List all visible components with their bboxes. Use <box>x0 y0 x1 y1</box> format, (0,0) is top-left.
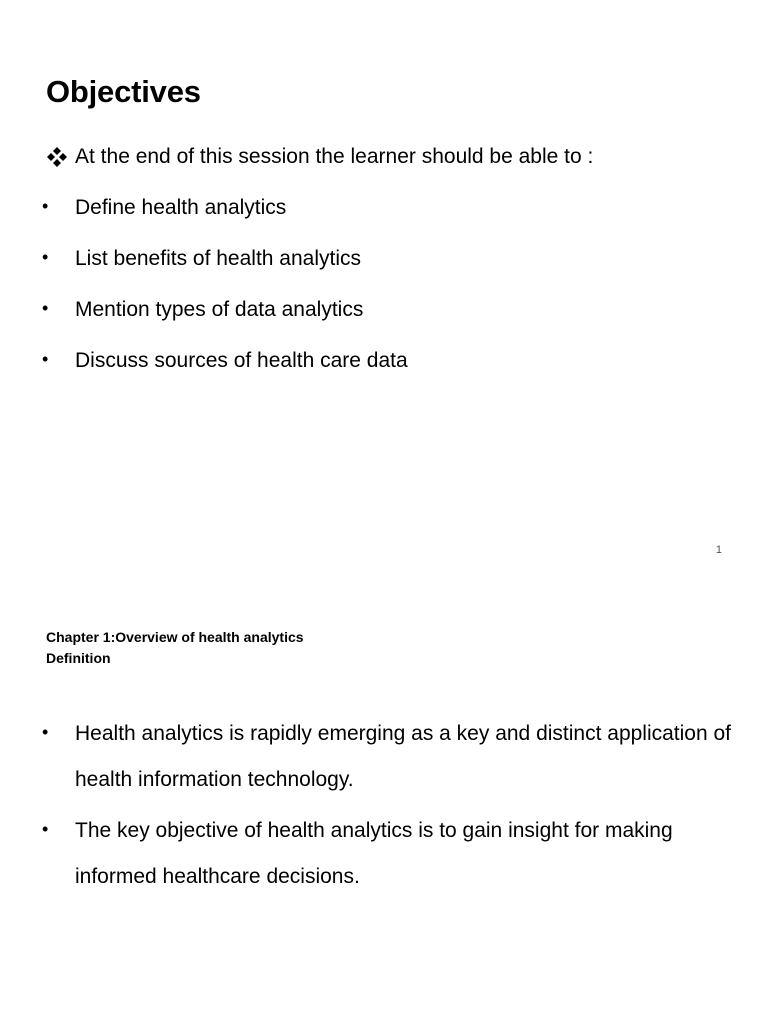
list-item-text: List benefits of health analytics <box>75 247 362 270</box>
bullet-icon: • <box>42 247 49 267</box>
list-item <box>42 349 408 373</box>
bullet-icon: • <box>42 722 49 742</box>
bullet-icon: • <box>42 298 49 318</box>
chapter-title: Chapter 1:Overview of health analytics <box>46 629 304 645</box>
bullet-icon: • <box>42 819 49 839</box>
four-diamond-bullet-icon <box>46 146 68 168</box>
page-title: Objectives <box>46 74 201 109</box>
list-item-text: Discuss sources of health care data <box>75 349 408 372</box>
list-item-text: Mention types of data analytics <box>75 298 364 321</box>
bullet-icon: • <box>42 349 49 369</box>
page-number: 1 <box>715 544 722 556</box>
list-item-text: The key objective of health analytics is to gain insight for making informed healthcare decisions. <box>75 819 673 888</box>
lead-statement <box>46 145 593 169</box>
list-item <box>42 711 732 803</box>
bullet-icon: • <box>42 196 49 216</box>
slide-chapter-1 <box>0 580 768 1024</box>
chapter-heading <box>46 627 304 669</box>
list-item <box>42 298 363 322</box>
list-item <box>42 808 732 900</box>
list-item-text: Define health analytics <box>75 196 287 219</box>
section-title: Definition <box>46 650 111 666</box>
list-item <box>42 196 286 220</box>
list-item-text: Health analytics is rapidly emerging as a key and distinct application of health information technology. <box>75 722 732 791</box>
lead-text: At the end of this session the learner should be able to : <box>75 145 594 168</box>
list-item <box>42 247 361 271</box>
